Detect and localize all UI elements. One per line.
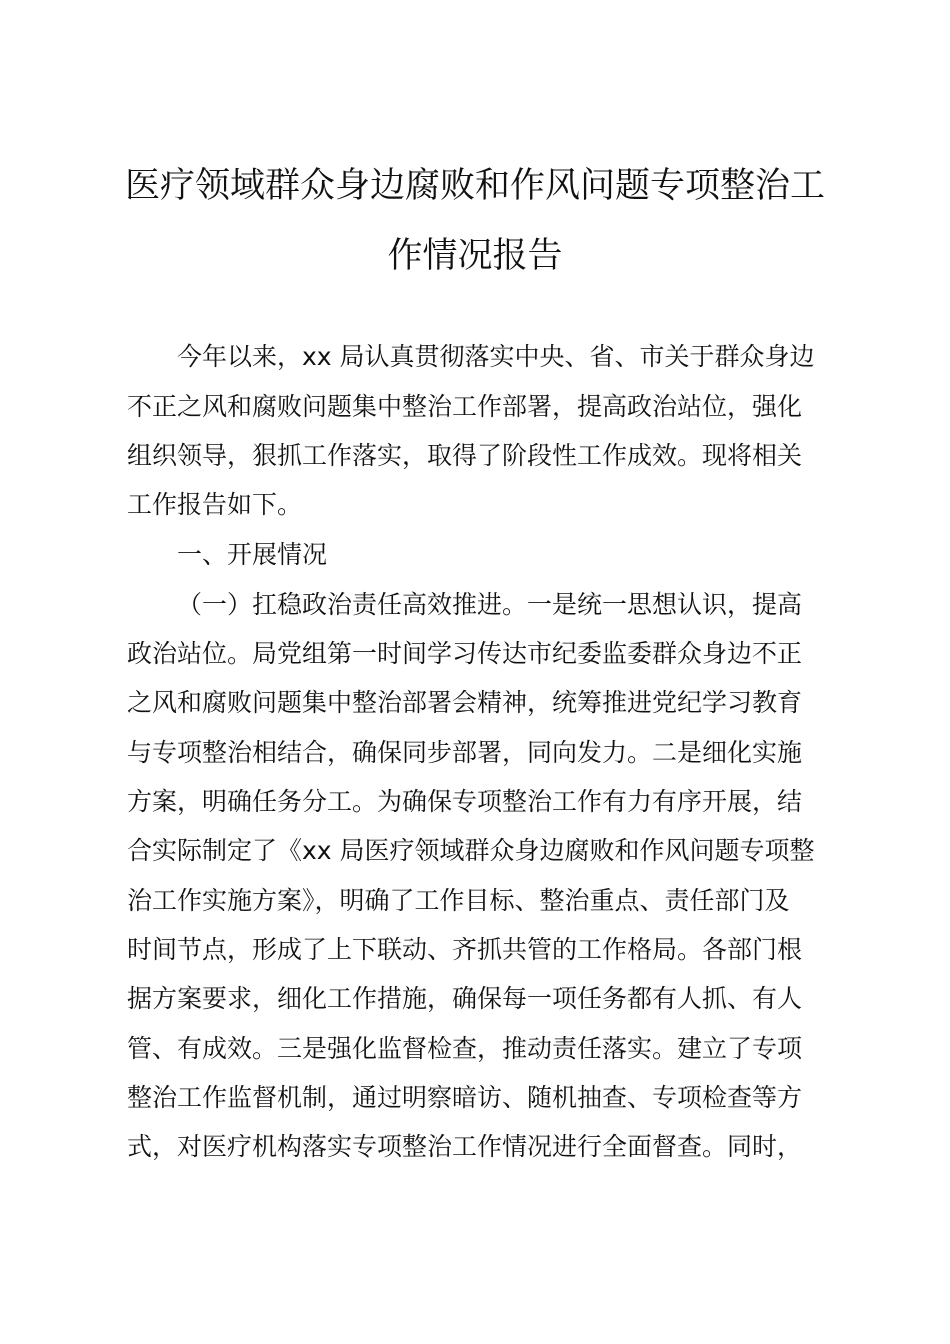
paragraph-line: 治工作实施方案》，明确了工作目标、整治重点、责任部门及 [127, 886, 790, 915]
paragraph-line: 今年以来，xx 局认真贯彻落实中央、省、市关于群众身边 [177, 342, 815, 371]
paragraph-line: 工作报告如下。 [127, 490, 303, 519]
paragraph-line: 政治站位。局党组第一时间学习传达市纪委监委群众身边不正 [127, 639, 803, 668]
section-heading: 一、开展情况 [177, 540, 328, 569]
paragraph-line: 管、有成效。三是强化监督检查，推动责任落实。建立了专项 [127, 1034, 803, 1063]
paragraph-line: 合实际制定了《xx 局医疗领域群众身边腐败和作风问题专项整 [127, 836, 815, 865]
paragraph-line: 之风和腐败问题集中整治部署会精神，统筹推进党纪学习教育 [127, 688, 803, 717]
document-title-line-1: 医疗领域群众身边腐败和作风问题专项整治工 [124, 166, 825, 206]
paragraph-line: 与专项整治相结合，确保同步部署，同向发力。二是细化实施 [127, 738, 803, 767]
document-title-line-2: 作情况报告 [387, 236, 563, 276]
paragraph-line: 方案，明确任务分工。为确保专项整治工作有力有序开展，结 [127, 787, 803, 816]
paragraph-line: 时间节点，形成了上下联动、齐抓共管的工作格局。各部门根 [127, 935, 803, 964]
paragraph-line: 不正之风和腐败问题集中整治工作部署，提高政治站位，强化 [127, 392, 803, 421]
paragraph-line: 据方案要求，细化工作措施，确保每一项任务都有人抓、有人 [127, 984, 803, 1013]
paragraph-line: 式，对医疗机构落实专项整治工作情况进行全面督查。同时， [127, 1132, 803, 1161]
paragraph-line: （一）扛稳政治责任高效推进。一是统一思想认识，提高 [177, 590, 803, 619]
paragraph-line: 整治工作监督机制，通过明察暗访、随机抽查、专项检查等方 [127, 1083, 803, 1112]
paragraph-line: 组织领导，狠抓工作落实，取得了阶段性工作成效。现将相关 [127, 441, 803, 470]
